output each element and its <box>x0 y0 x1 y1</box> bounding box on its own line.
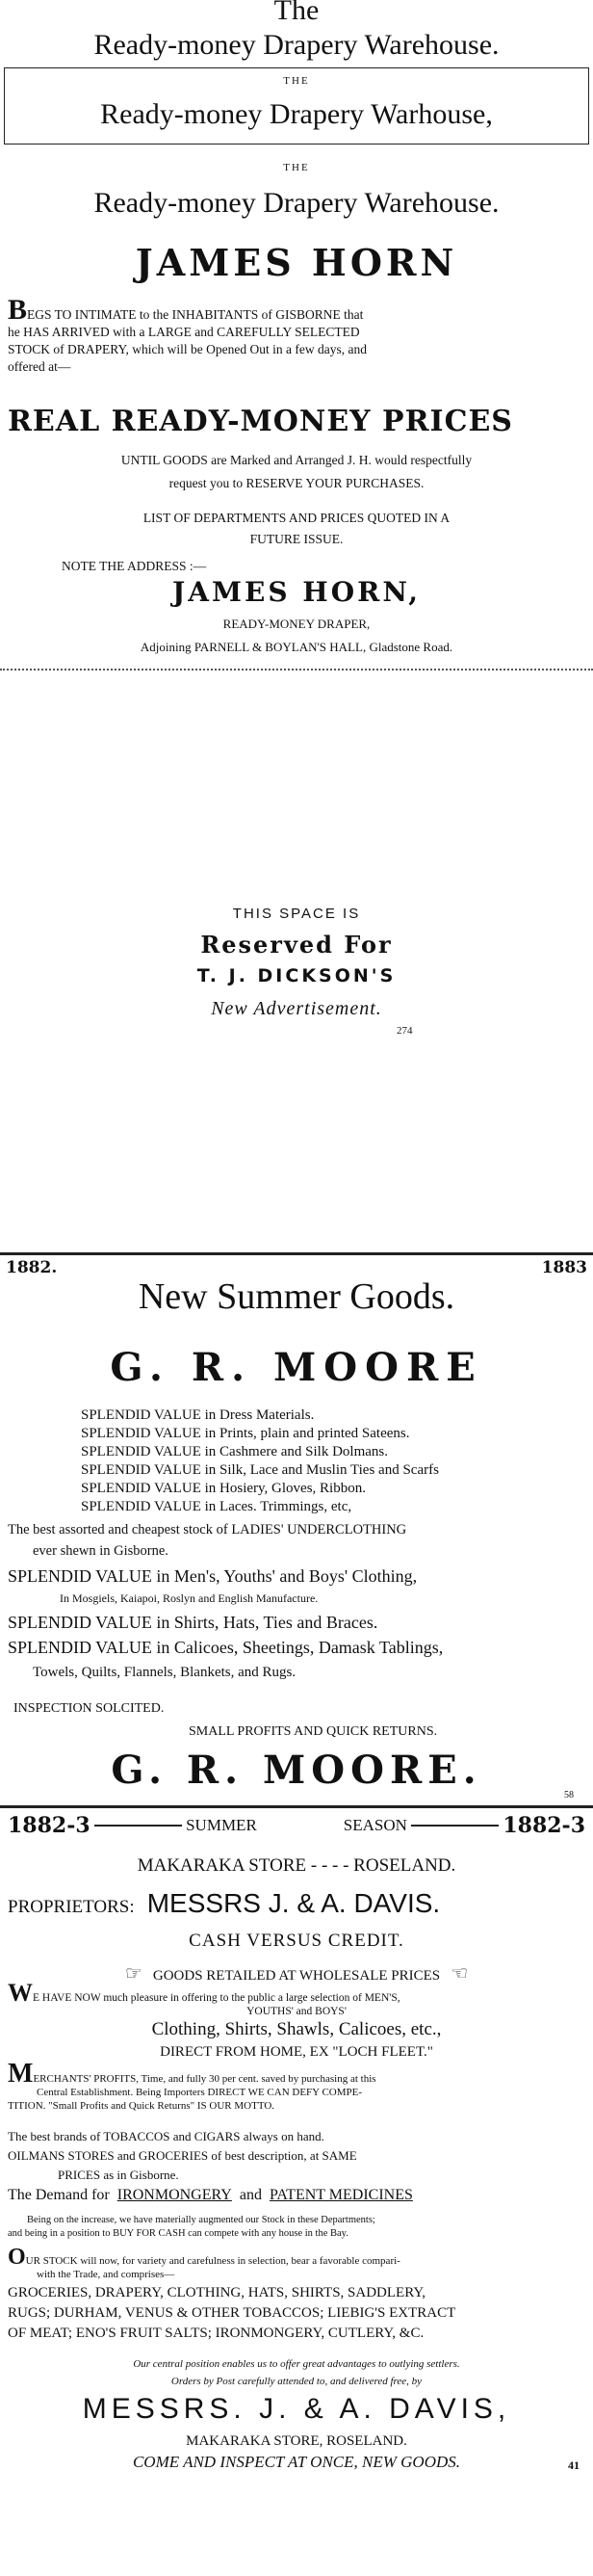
moore-top-rule <box>0 1252 593 1255</box>
moore-best-2: ever shewn in Gisborne. <box>33 1543 168 1559</box>
davis-season-dash <box>411 1825 499 1827</box>
moore-value-line: SPLENDID VALUE in Prints, plain and printed Sateens. <box>81 1426 410 1441</box>
moore-values-list <box>81 1406 581 1516</box>
davis-merch-3: TITION. "Small Profits and Quick Returns" IS OUR MOTTO. <box>8 2100 275 2112</box>
davis-top-rule <box>0 1805 593 1808</box>
davis-proprietors <box>0 1888 593 1919</box>
davis-proprietors-label: PROPRIETORS: <box>8 1897 135 1917</box>
moore-name: G. R. MOORE <box>110 1345 483 1390</box>
davis-merchants <box>0 2059 593 2113</box>
horn-until-1: UNTIL GOODS are Marked and Arranged J. H. would respectfully <box>120 453 473 467</box>
horn-name-2: JAMES HORN, <box>172 576 421 608</box>
davis-we-1: E HAVE NOW much pleasure in offering to the public a large selection of MEN'S, <box>33 1992 400 2004</box>
davis-drop-w: W <box>8 1979 33 2007</box>
horn-name: JAMES HORN <box>135 241 458 284</box>
davis-ref: 41 <box>568 2458 580 2472</box>
davis-demand <box>0 2187 593 2204</box>
davis-season-right: 1882-3 <box>503 1813 585 1838</box>
davis-store: MAKARAKA STORE - - - - ROSELAND. <box>137 1855 456 1876</box>
moore-mens: SPLENDID VALUE in Men's, Youths' and Boys' Clothing, <box>8 1566 418 1586</box>
davis-tobacco: The best brands of TOBACCOS and CIGARS always on hand. <box>8 2129 324 2143</box>
horn-title-2: Ready-money Drapery Warhouse, <box>100 98 493 130</box>
horn-title-the-3: THE <box>283 162 310 173</box>
davis-we-block <box>0 1979 593 2018</box>
davis-stock-1: UR STOCK will now, for variety and carefulness in selection, bear a favorable compari- <box>25 2255 400 2267</box>
davis-season-banner <box>0 1811 593 1840</box>
moore-profits: SMALL PROFITS AND QUICK RETURNS. <box>189 1724 438 1739</box>
horn-intro <box>0 294 593 376</box>
davis-store-2: MAKARAKA STORE, ROSELAND. <box>186 2433 407 2449</box>
horn-title-the-2: THE <box>283 75 310 87</box>
moore-year-left: 1882. <box>6 1258 58 1277</box>
horn-body-line-3: STOCK of DRAPERY, which will be Opened Out in a few days, and <box>8 342 367 356</box>
davis-direct: DIRECT FROM HOME, EX "LOCH FLEET." <box>160 2044 433 2060</box>
pointing-hand-right-icon: ☞ <box>124 1961 142 1985</box>
davis-come: COME AND INSPECT AT ONCE, NEW GOODS. <box>132 2453 461 2471</box>
davis-season-mid-2: SEASON <box>343 1816 407 1834</box>
moore-value-line: SPLENDID VALUE in Cashmere and Silk Dolmans. <box>81 1444 389 1459</box>
davis-drop-o: O <box>8 2245 26 2270</box>
moore-best-1: The best assorted and cheapest stock of LADIES' UNDERCLOTHING <box>8 1522 407 1538</box>
davis-demand-d: PATENT MEDICINES <box>269 2187 413 2203</box>
moore-shirts: SPLENDID VALUE in Shirts, Hats, Ties and Braces. <box>8 1613 378 1632</box>
horn-until-2: request you to RESERVE YOUR PURCHASES. <box>168 476 425 490</box>
davis-demand-c: and <box>239 2187 262 2203</box>
davis-clothing: Clothing, Shirts, Shawls, Calicoes, etc., <box>151 2019 442 2039</box>
davis-merch-1: ERCHANTS' PROFITS, Time, and fully 30 per cent. saved by purchasing at this <box>33 2073 376 2085</box>
davis-season-mid-1: SUMMER <box>186 1816 257 1834</box>
dickson-ref: 274 <box>397 1025 413 1037</box>
horn-list-2: FUTURE ISSUE. <box>249 532 344 546</box>
dickson-line-2: Reserved For <box>200 931 393 959</box>
dickson-line-4: New Advertisement. <box>211 998 382 1019</box>
dickson-line-1: THIS SPACE IS <box>232 906 361 922</box>
horn-list-1: LIST OF DEPARTMENTS AND PRICES QUOTED IN A <box>142 511 451 525</box>
horn-address: Adjoining PARNELL & BOYLAN'S HALL, Gladstone Road. <box>140 640 453 654</box>
moore-value-line: SPLENDID VALUE in Laces. Trimmings, etc, <box>81 1499 352 1514</box>
davis-signature: MESSRS. J. & A. DAVIS, <box>82 2393 511 2425</box>
davis-oilmans-2: PRICES as in Gisborne. <box>58 2168 179 2182</box>
horn-prices-headline: REAL READY-MONEY PRICES <box>8 405 513 438</box>
pointing-hand-left-icon: ☜ <box>451 1961 469 1985</box>
moore-towels: Towels, Quilts, Flannels, Blankets, and Rugs. <box>33 1665 296 1680</box>
davis-drop-m: M <box>8 2059 34 2089</box>
davis-demand-b: IRONMONGERY <box>116 2187 232 2203</box>
davis-merch-2: Central Establishment. Being Importers DIRECT WE CAN DEFY COMPE- <box>37 2087 363 2098</box>
davis-wholesale-row <box>0 1961 593 1985</box>
davis-groceries <box>0 2283 593 2344</box>
davis-cash: CASH VERSUS CREDIT. <box>189 1931 404 1951</box>
moore-signature: G. R. MOORE. <box>111 1748 482 1793</box>
moore-mens-sub: In Mosgiels, Kaiapoi, Roslyn and English Manufacture. <box>60 1591 319 1605</box>
horn-title-1: Ready-money Drapery Warehouse. <box>93 29 500 61</box>
davis-stock <box>0 2245 593 2281</box>
moore-ref: 58 <box>564 1790 574 1801</box>
davis-increase-1: Being on the increase, we have materially augmented our Stock in these Departments; <box>27 2215 375 2225</box>
horn-bottom-rule <box>0 669 593 670</box>
davis-increase <box>0 2214 593 2241</box>
horn-body-line-1: EGS TO INTIMATE to the INHABITANTS of GISBORNE that <box>27 307 364 322</box>
horn-note: NOTE THE ADDRESS :— <box>62 559 207 573</box>
horn-drop-cap: B <box>8 294 28 326</box>
davis-oilmans-1: OILMANS STORES and GROCERIES of best description, at SAME <box>8 2148 357 2163</box>
moore-year-right: 1883 <box>541 1258 587 1277</box>
horn-title-3: Ready-money Drapery Warehouse. <box>93 187 500 219</box>
moore-headline: New Summer Goods. <box>138 1276 455 1317</box>
horn-title-the-1: The <box>273 0 320 26</box>
dickson-line-3: T. J. DICKSON'S <box>196 965 397 986</box>
moore-value-line: SPLENDID VALUE in Hosiery, Gloves, Ribbon. <box>81 1481 366 1496</box>
davis-stock-2: with the Trade, and comprises— <box>37 2269 175 2280</box>
davis-proprietors-name: MESSRS J. & A. DAVIS. <box>146 1888 441 1918</box>
davis-increase-2: and being in a position to BUY FOR CASH can compete with any house in the Bay. <box>8 2228 348 2239</box>
davis-groceries-3: OF MEAT; ENO'S FRUIT SALTS; IRONMONGERY, CUTLERY, &C. <box>8 2326 425 2341</box>
davis-groceries-1: GROCERIES, DRAPERY, CLOTHING, HATS, SHIRTS, SADDLERY, <box>8 2285 426 2300</box>
moore-inspection: INSPECTION SOLCITED. <box>13 1701 165 1716</box>
horn-role: READY-MONEY DRAPER, <box>222 617 371 631</box>
davis-wholesale: GOODS RETAILED AT WHOLESALE PRICES <box>152 1968 441 1984</box>
davis-season-left: 1882-3 <box>8 1813 90 1838</box>
davis-central: Our central position enables us to offer great advantages to outlying settlers. <box>133 2358 460 2370</box>
davis-we-2: YOUTHS' and BOYS' <box>246 2006 347 2017</box>
davis-season-dash <box>94 1825 182 1827</box>
moore-value-line: SPLENDID VALUE in Dress Materials. <box>81 1407 315 1423</box>
davis-orders: Orders by Post carefully attended to, and delivered free, by <box>170 2376 423 2387</box>
davis-demand-a: The Demand for <box>8 2187 110 2203</box>
moore-value-line: SPLENDID VALUE in Silk, Lace and Muslin Ties and Scarfs <box>81 1462 439 1478</box>
horn-body-line-2: he HAS ARRIVED with a LARGE and CAREFULLY SELECTED <box>8 325 360 339</box>
davis-groceries-2: RUGS; DURHAM, VENUS & OTHER TOBACCOS; LIEBIG'S EXTRACT <box>8 2305 456 2321</box>
horn-body-line-4: offered at— <box>8 359 71 374</box>
moore-calicoes: SPLENDID VALUE in Calicoes, Sheetings, Damask Tablings, <box>8 1638 444 1657</box>
